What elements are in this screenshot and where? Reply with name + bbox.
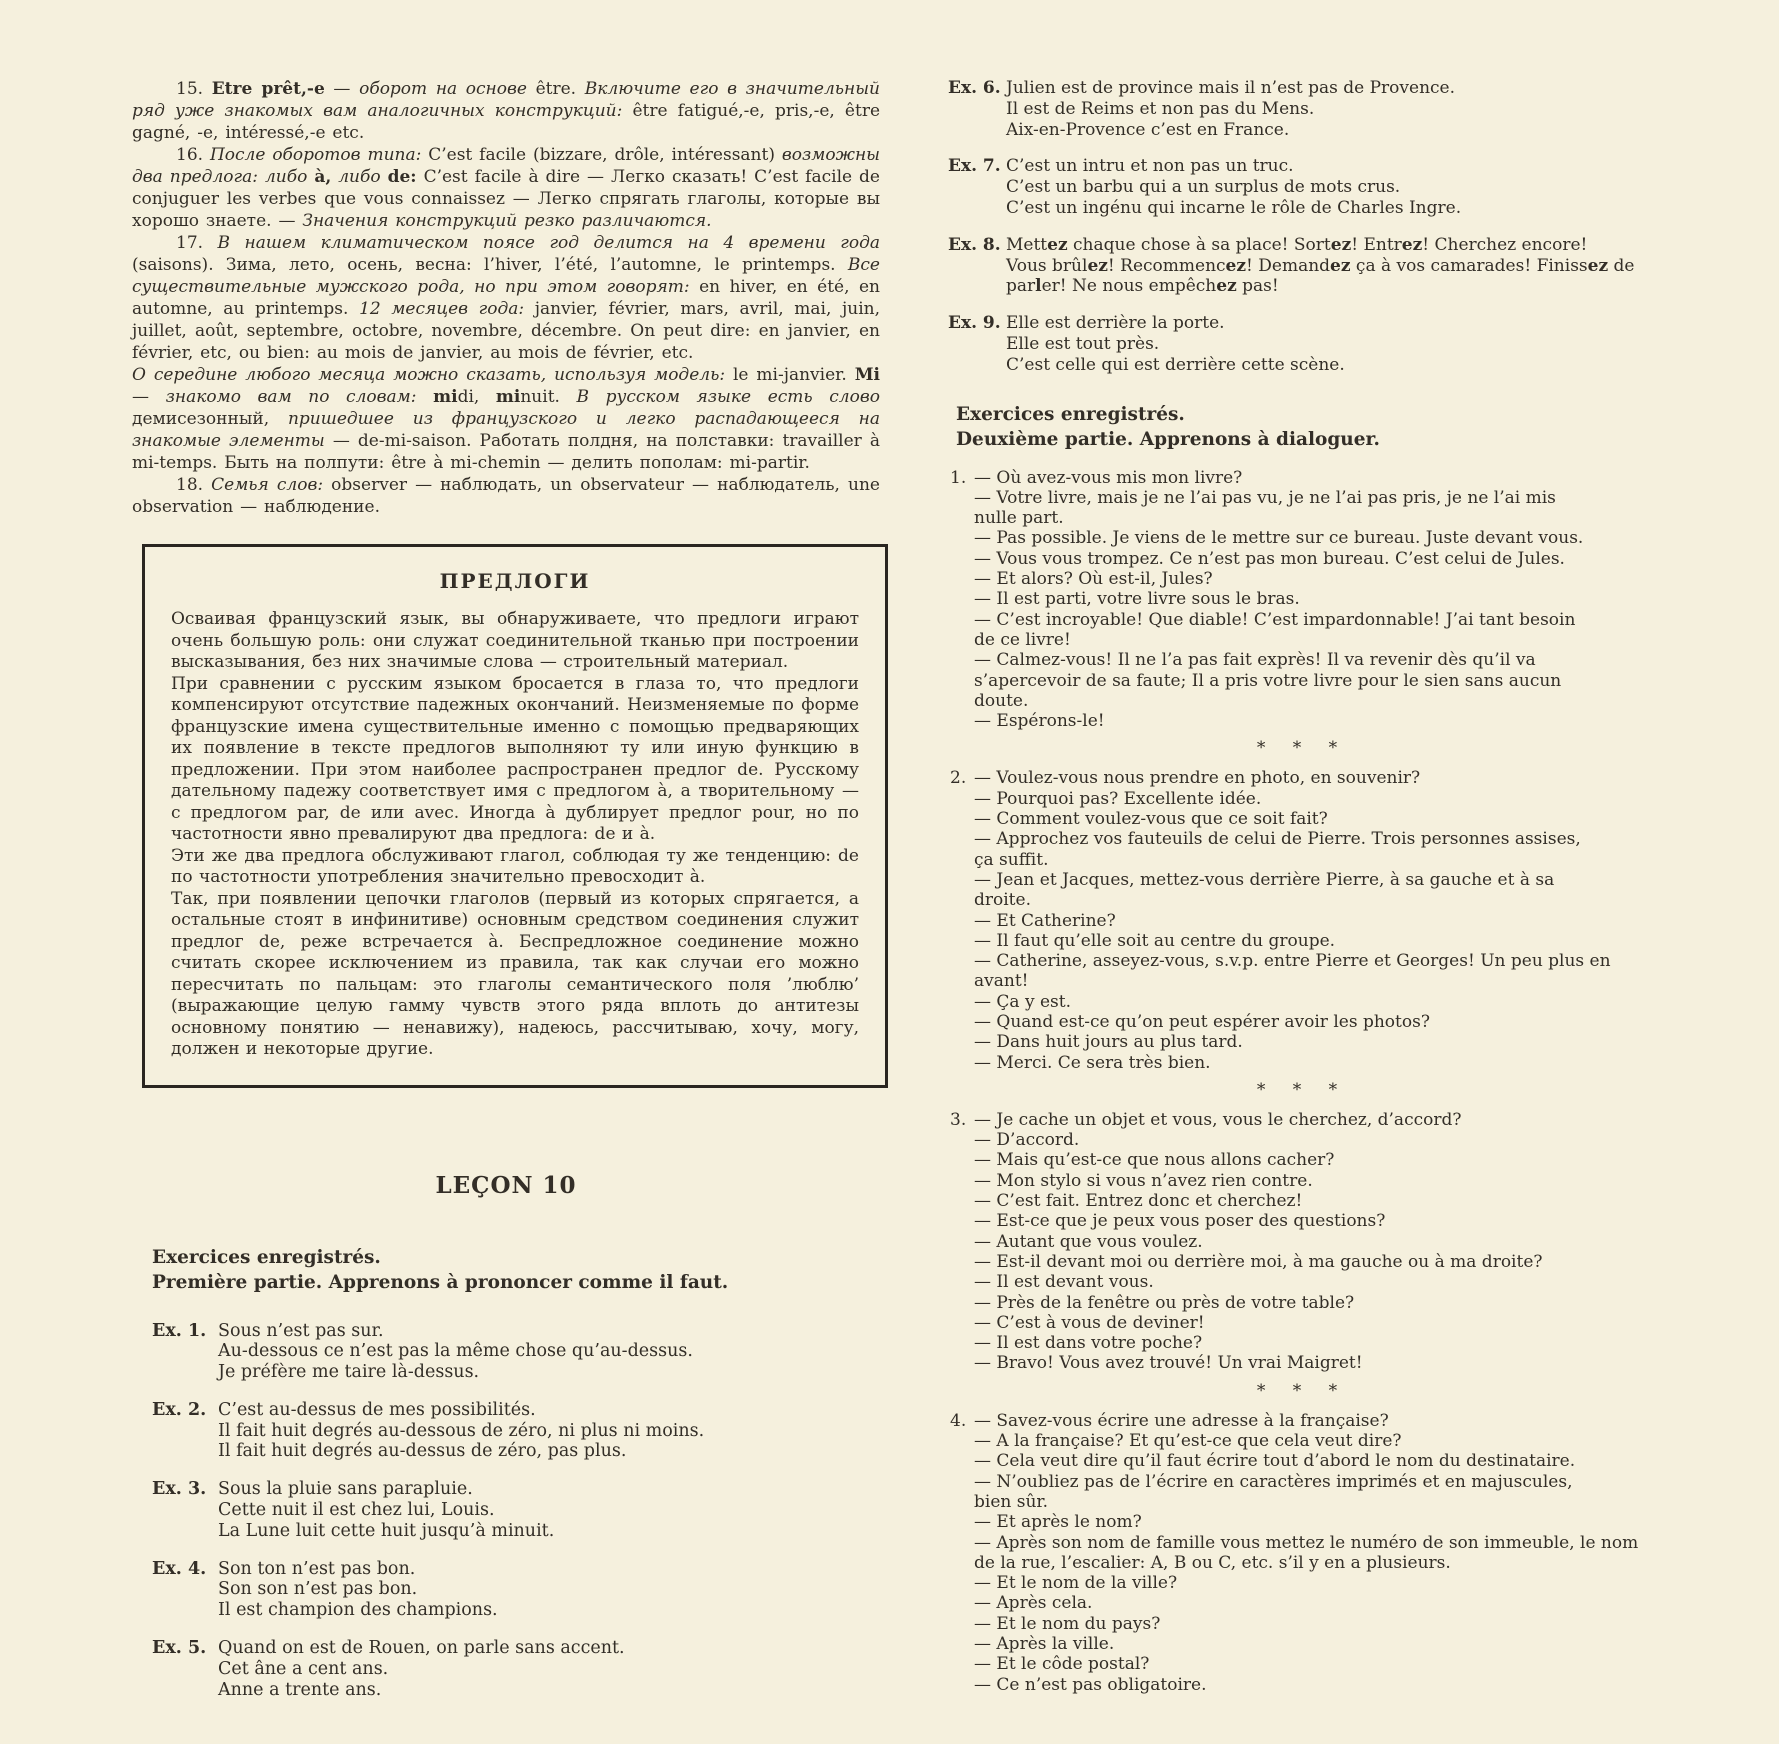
exercise-line: Vous brûlez! Recommencez! Demandez ça à vos camarades! Finissez de (1006, 255, 1635, 276)
dialogue-line: — N’oubliez pas de l’écrire en caractères imprimés et en majuscules, (974, 1471, 1573, 1492)
dialogue-line: — Calmez-vous! Il ne l’a pas fait exprès! Il va revenir dès qu’il va (974, 650, 1536, 671)
dialogue-line: avant! (974, 971, 1029, 992)
exercise-line: Aix-en-Provence c’est en France. (1006, 119, 1290, 140)
right-column (948, 0, 1660, 1717)
dialogue-line: — Est-il devant moi ou derrière moi, à ma gauche ou à ma droite? (974, 1251, 1543, 1272)
dialogue (950, 467, 1660, 732)
exercise-item (152, 1400, 880, 1462)
grammar-paragraph: О середине любого месяца можно сказать, используя модель: le mi-janvier. Mi— знакомо вам по словам: midi, minuit. В русском языке есть слово демисезонный, пришедшее из французского и легко распадающееся на знакомые элементы — de-mi-saison. Работать полдня, на полставки: travailler à mi-temps. Быть на полпути: être à mi-chemin — делить пополам: mi-partir. (132, 365, 880, 473)
exercise-lines (218, 1559, 880, 1621)
exercise-label: Ex. 5. (152, 1638, 207, 1659)
bold-fragment: de: (387, 167, 417, 187)
grammar-paragraph: 16. После оборотов типа: C’est facile (bizzare, drôle, intéressant) возможны два предлога: либо à, либо de: C’est facile à dire — Легко сказать! C’est facile de conjuguer les verbes que vous connaissez — Легко спрягать глаголы, которые вы хорошо знаете. — Значения конструкций резко различаются. (132, 145, 880, 231)
left-column (132, 0, 880, 1717)
exercise-line: Il fait huit degrés au-dessus de zéro, pas plus. (218, 1441, 627, 1462)
dialogue-number: 1. (950, 467, 967, 488)
exercise-label: Ex. 9. (948, 313, 1001, 334)
exercise-line: C’est celle qui est derrière cette scène. (1006, 354, 1345, 375)
right-section-header (948, 402, 1660, 452)
exercise-lines (1006, 78, 1660, 140)
italic-fragment: пришедшее из французского и легко распадающееся на знакомые элементы (132, 409, 880, 451)
exercise-line: Il fait huit degrés au-dessous de zéro, ni plus ni moins. (218, 1420, 705, 1441)
dialogue-line: — Et Catherine? (974, 910, 1116, 931)
exercise-item (948, 313, 1660, 375)
dialogue-line: — Quand est-ce qu’on peut espérer avoir les photos? (974, 1011, 1430, 1032)
exercise-line: Son ton n’est pas bon. (218, 1558, 416, 1579)
exercise-label: Ex. 8. (948, 234, 1001, 255)
grammar-paragraph: 18. Семья слов: observer — наблюдать, un observateur — наблюдатель, une observation — наблюдение. (132, 475, 880, 517)
dialogue-line: s’apercevoir de sa faute; Il a pris votre livre pour le sien sans aucun (974, 670, 1562, 691)
dialogue-line: — Pourquoi pas? Excellente idée. (974, 788, 1262, 809)
dialogue-line: droite. (974, 890, 1031, 911)
exercise-lines (1006, 313, 1660, 375)
dialogue-line: — Il est devant vous. (974, 1272, 1154, 1293)
exercise-line: Cette nuit il est chez lui, Louis. (218, 1500, 495, 1521)
dialogue-line: — Après son nom de famille vous mettez le numéro de son immeuble, le nom (974, 1532, 1639, 1553)
box-title: ПРЕДЛОГИ (439, 569, 591, 593)
dialogue-line: de ce livre! (974, 629, 1071, 650)
exercise-item (948, 78, 1660, 140)
exercise-line: Son son n’est pas bon. (218, 1579, 418, 1600)
box-body (171, 609, 859, 1061)
exercise-line: Julien est de province mais il n’est pas de Provence. (1006, 78, 1455, 98)
exercise-line: Sous n’est pas sur. (218, 1320, 384, 1341)
exercise-lines (218, 1321, 880, 1383)
exercise-lines (1006, 156, 1660, 218)
italic-fragment: В русском языке есть слово (576, 387, 880, 407)
dialogue-line: — Catherine, asseyez-vous, s.v.p. entre Pierre et Georges! Un peu plus en (974, 951, 1611, 972)
exercise-line: Elle est tout près. (1006, 333, 1160, 354)
exercise-line: Anne a trente ans. (218, 1679, 382, 1700)
dialogue-line: — Je cache un objet et vous, vous le cherchez, d’accord? (974, 1109, 1462, 1130)
dialogue-line: — Et le côde postal? (974, 1654, 1150, 1675)
exercise-line: C’est un barbu qui a un surplus de mots crus. (1006, 177, 1401, 198)
dialogue-line: — Espérons-le! (974, 711, 1105, 732)
bold-fragment: ez (1216, 276, 1237, 297)
italic-fragment: Включите его в значительный ряд уже знакомых вам аналогичных конструкций: (132, 79, 881, 121)
dialogue-line: — Près de la fenêtre ou près de votre table? (974, 1292, 1355, 1313)
exercise-line: C’est un ingénu qui incarne le rôle de Charles Ingre. (1006, 197, 1462, 218)
box-paragraph: Эти же два предлога обслуживают глагол, соблюдая ту же тенденцию: de по частотности употребления значительно превосходит à. (171, 845, 859, 887)
dialogue-line: — Et alors? Où est-il, Jules? (974, 569, 1213, 590)
dialogue-line: nulle part. (974, 508, 1064, 529)
exercise-item (152, 1638, 880, 1700)
dialogue-line: — Après cela. (974, 1593, 1093, 1614)
exercise-item (948, 156, 1660, 218)
dialogue (950, 1410, 1660, 1695)
bold-fragment: ez (1587, 255, 1609, 276)
bold-fragment: ez (1225, 255, 1247, 276)
bold-fragment: Etre prêt,-e (211, 79, 325, 99)
section-header-line: Exercices enregistrés. (152, 1246, 381, 1268)
dialogue-line: — Et le nom du pays? (974, 1613, 1161, 1634)
italic-fragment: либо (338, 167, 381, 187)
box-paragraph: Так, при появлении цепочки глаголов (первый из которых спрягается, а остальные стоят в инфинитиве) основным средством соединения служит предлог de, реже встречается à. Беспредложное соединение можно считать скорее исключением из правила, так как случаи его можно пересчитать по пальцам: это глаголы семантического поля ’люблю’ (выражающие целую гамму чувств этого ряда вплоть до антитезы основному понятию — ненавижу), надеюсь, рассчитываю, хочу, могу, должен и некоторые другие. (171, 888, 859, 1059)
dialogue-line: — Cela veut dire qu’il faut écrire tout d’abord le nom du destinataire. (974, 1451, 1576, 1472)
italic-fragment: В нашем климатическом поясе год делится на 4 времени года (217, 233, 880, 253)
section-header-line: Exercices enregistrés. (956, 403, 1185, 425)
italic-fragment: оборот на основе (359, 79, 527, 99)
bold-fragment: mi (495, 387, 521, 407)
dialogue-line: — Mais qu’est-ce que nous allons cacher? (974, 1150, 1335, 1171)
lesson-title: LEÇON 10 (435, 1171, 577, 1199)
dialogue-line: — Approchez vos fauteuils de celui de Pierre. Trois personnes assises, (974, 829, 1581, 850)
section-header-line: Deuxième partie. Apprenons à dialoguer. (956, 428, 1381, 450)
dialogue-line: — Votre livre, mais je ne l’ai pas vu, je ne l’ai pas pris, je ne l’ai mis (974, 487, 1556, 508)
dialogue-line: bien sûr. (974, 1491, 1049, 1512)
exercise-line: Quand on est de Rouen, on parle sans accent. (218, 1638, 625, 1659)
dialogue-line: — Merci. Ce sera très bien. (974, 1052, 1211, 1073)
exercise-line: Elle est derrière la porte. (1006, 313, 1225, 334)
exercise-line: La Lune luit cette huit jusqu’à minuit. (218, 1520, 555, 1541)
dialogue-line: — Après la ville. (974, 1634, 1115, 1654)
dialogue-line: — Ça y est. (974, 991, 1071, 1012)
exercise-line: Au-dessous ce n’est pas la même chose qu’au-dessus. (218, 1341, 693, 1362)
grammar-paragraph: 17. В нашем климатическом поясе год делится на 4 времени года (saisons). Зима, лето, осень, весна: l’hiver, l’été, l’automne, le printemps. Все существительные мужского рода, но при этом говорят: en hiver, en été, en automne, au printemps. 12 месяцев года: janvier, février, mars, avril, mai, juin, juillet, août, septembre, octobre, novembre, décembre. On peut dire: en janvier, en février, etc, ou bien: au mois de janvier, au mois de février, etc. (132, 233, 881, 363)
exercise-line: C’est au-dessus de mes possibilités. (218, 1399, 536, 1420)
exercise-label: Ex. 4. (152, 1558, 207, 1579)
dialogue-line: — C’est à vous de deviner! (974, 1312, 1205, 1333)
dialogue-line: ça suffit. (974, 849, 1049, 870)
bold-fragment: Mi (854, 365, 880, 385)
exercise-line: Cet âne a cent ans. (218, 1658, 389, 1679)
pronunciation-exercises-continued (948, 78, 1660, 376)
dialogue-line: — Ce n’est pas obligatoire. (974, 1674, 1207, 1695)
exercise-label: Ex. 3. (152, 1479, 207, 1500)
dialogue-line: — Où avez-vous mis mon livre? (974, 467, 1243, 488)
dialogue-line: — Vous vous trompez. Ce n’est pas mon bureau. C’est celui de Jules. (974, 548, 1565, 569)
italic-fragment: возможны два предлога: либо (132, 145, 880, 187)
dialogue-line: — Est-ce que je peux vous poser des questions? (974, 1211, 1386, 1232)
dialogue-line: — A la française? Et qu’est-ce que cela veut dire? (974, 1431, 1402, 1452)
exercise-lines (218, 1479, 880, 1541)
dialogue-exercises (948, 468, 1660, 1695)
exercise-line: Il est de Reims et non pas du Mens. (1006, 98, 1315, 119)
bold-fragment: à, (314, 167, 332, 187)
pronunciation-exercises (132, 1321, 880, 1701)
dialogue-number: 3. (950, 1109, 967, 1130)
dialogue-line: — Bravo! Vous avez trouvé! Un vrai Maigret! (974, 1353, 1363, 1374)
exercise-lines (1006, 235, 1660, 297)
exercise-item (152, 1321, 880, 1383)
italic-fragment: После оборотов типа: (209, 145, 422, 165)
exercise-label: Ex. 6. (948, 78, 1001, 98)
exercise-line: Sous la pluie sans parapluie. (218, 1479, 473, 1500)
dialogue-line: — Dans huit jours au plus tard. (974, 1032, 1243, 1053)
exercise-lines (218, 1400, 880, 1462)
bold-fragment: l (1035, 276, 1042, 297)
exercise-label: Ex. 2. (152, 1399, 207, 1420)
italic-fragment: Значения конструкций резко различаются. (302, 211, 712, 231)
italic-fragment: О середине любого месяца можно сказать, используя модель: (132, 365, 726, 385)
dialogue-line: de la rue, l’escalier: A, B ou C, etc. s’il y en a plusieurs. (974, 1552, 1451, 1573)
bold-fragment: ez (1401, 234, 1423, 255)
left-section-header (132, 1245, 880, 1295)
grammar-notes (132, 78, 880, 518)
dialogue-separator: * * * (1256, 1079, 1338, 1100)
grammar-paragraph: 15. Etre prêt,-e — оборот на основе être. Включите его в значительный ряд уже знакомых вам аналогичных конструкций: être fatigué,-e, pris,-e, être gagné, -e, intéressé,-e etc. (132, 79, 881, 143)
dialogue-line: — C’est incroyable! Que diable! C’est impardonnable! J’ai tant besoin (974, 609, 1576, 630)
dialogue-line: — Il est parti, votre livre sous le bras. (974, 589, 1300, 610)
dialogue (950, 1109, 1660, 1374)
exercise-line: C’est un intru et non pas un truc. (1006, 156, 1294, 177)
dialogue-separator: * * * (1256, 1380, 1338, 1401)
exercise-item (152, 1559, 880, 1621)
dialogue-line: — Comment voulez-vous que ce soit fait? (974, 809, 1328, 830)
dialogue-number: 2. (950, 768, 967, 789)
dialogue-line: — Voulez-vous nous prendre en photo, en souvenir? (974, 768, 1421, 789)
dialogue-line: — Mon stylo si vous n’avez rien contre. (974, 1170, 1313, 1191)
exercise-lines (218, 1638, 880, 1700)
italic-fragment: знакомо вам по словам: (165, 387, 417, 407)
dialogue-line: doute. (974, 690, 1029, 711)
dialogue-line: — Et après le nom? (974, 1512, 1142, 1533)
exercise-line: parler! Ne nous empêchez pas! (1006, 276, 1279, 297)
prepositions-box (142, 544, 888, 1088)
italic-fragment: 12 месяцев года: (359, 299, 525, 319)
bold-fragment: ez (1047, 234, 1068, 255)
exercise-line: Je préfère me taire là-dessus. (218, 1362, 480, 1383)
dialogue-line: — Il faut qu’elle soit au centre du groupe. (974, 930, 1336, 951)
bold-fragment: ez (1087, 255, 1108, 276)
italic-fragment: Все существительные мужского рода, но при этом говорят: (132, 255, 880, 297)
box-paragraph: Осваивая французский язык, вы обнаруживаете, что предлоги играют очень большую роль: они служат соединительной тканью при построении высказывания, без них значимые слова — строительный материал. (171, 609, 859, 672)
exercise-label: Ex. 7. (948, 156, 1001, 177)
dialogue-line: — D’accord. (974, 1130, 1080, 1151)
box-paragraph: При сравнении с русским языком бросается в глаза то, что предлоги компенсируют отсутствие падежных окончаний. Неизменяемые по форме французские имена существительные именно с помощью предваряющих их появление в тексте предлогов выполняют ту или иную функцию в предложении. При этом наиболее распространен предлог de. Русскому дательному падежу соответствует имя с предлогом à, а творительному — с предлогом par, de или avec. Иногда à дублирует предлог pour, но по частотности явно превалируют два предлога: de и à. (171, 673, 859, 844)
italic-fragment: Семья слов: (211, 475, 324, 495)
exercise-line: Mettez chaque chose à sa place! Sortez! Entrez! Cherchez encore! (1006, 234, 1588, 255)
dialogue-line: — Jean et Jacques, mettez-vous derrière Pierre, à sa gauche et à sa (974, 869, 1555, 890)
dialogue (950, 768, 1660, 1073)
dialogue-line: — Et le nom de la ville? (974, 1573, 1178, 1594)
exercise-item (948, 235, 1660, 297)
dialogue-number: 4. (950, 1410, 967, 1431)
exercise-item (152, 1479, 880, 1541)
dialogue-line: — C’est fait. Entrez donc et cherchez! (974, 1191, 1303, 1212)
exercise-label: Ex. 1. (152, 1320, 207, 1341)
dialogue-line: — Autant que vous voulez. (974, 1231, 1203, 1252)
dialogue-line: — Savez-vous écrire une adresse à la française? (974, 1410, 1389, 1431)
dialogue-separator: * * * (1256, 738, 1338, 759)
bold-fragment: ez (1330, 255, 1351, 276)
exercise-line: Il est champion des champions. (218, 1600, 498, 1621)
bold-fragment: mi (433, 387, 458, 407)
section-header-line: Première partie. Apprenons à prononcer comme il faut. (152, 1271, 729, 1293)
bold-fragment: ez (1330, 234, 1352, 255)
dialogue-line: — Pas possible. Je viens de le mettre sur ce bureau. Juste devant vous. (974, 528, 1584, 549)
dialogue-line: — Il est dans votre poche? (974, 1333, 1203, 1354)
